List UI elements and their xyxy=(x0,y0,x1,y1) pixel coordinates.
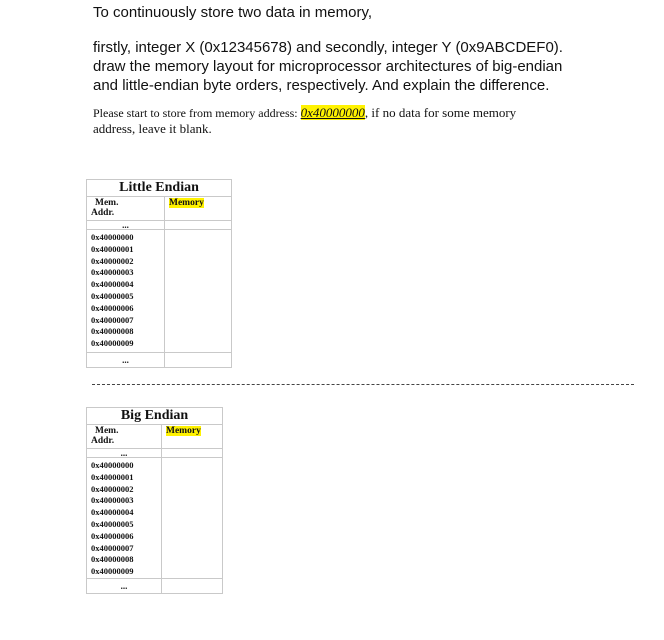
memory-cell-block[interactable] xyxy=(162,458,223,579)
address-list xyxy=(87,458,162,579)
address-row: 0x40000005 xyxy=(91,290,134,301)
address-row: 0x40000008 xyxy=(91,554,134,565)
ellipsis-bottom: ... xyxy=(87,579,162,594)
address-list xyxy=(87,230,165,353)
ellipsis-bottom: ... xyxy=(87,353,165,368)
address-row: 0x40000002 xyxy=(91,483,134,494)
memory-cell[interactable] xyxy=(165,353,232,368)
memory-cell[interactable] xyxy=(162,579,223,594)
address-row: 0x40000006 xyxy=(91,530,134,541)
address-row: 0x40000007 xyxy=(91,314,134,325)
address-row: 0x40000005 xyxy=(91,518,134,529)
memory-header: Memory xyxy=(162,425,223,449)
memory-cell[interactable] xyxy=(162,449,223,458)
address-row: 0x40000001 xyxy=(91,243,134,254)
address-row: 0x40000003 xyxy=(91,495,134,506)
address-row: 0x40000007 xyxy=(91,542,134,553)
little-endian-title: Little Endian xyxy=(87,180,232,197)
address-row: 0x40000006 xyxy=(91,302,134,313)
address-row: 0x40000009 xyxy=(91,566,134,577)
address-row: 0x40000004 xyxy=(91,279,134,290)
address-row: 0x40000000 xyxy=(91,460,134,470)
memory-cell-block[interactable] xyxy=(165,230,232,353)
address-row: 0x40000004 xyxy=(91,507,134,518)
note-line-2: address, leave it blank. xyxy=(93,121,212,136)
note-prefix: Please start to store from memory address: xyxy=(93,106,301,120)
question-paragraph xyxy=(93,38,663,95)
big-endian-title: Big Endian xyxy=(87,408,223,425)
address-row: 0x40000002 xyxy=(91,255,134,266)
big-endian-table xyxy=(86,407,223,594)
little-endian-table xyxy=(86,179,232,368)
instruction-note xyxy=(93,105,653,136)
section-divider xyxy=(92,384,634,385)
start-address-highlight: 0x40000000 xyxy=(300,105,365,120)
address-row: 0x40000000 xyxy=(91,232,134,242)
ellipsis-top: ... xyxy=(87,221,165,230)
question-line-1: firstly, integer X (0x12345678) and secondly, integer Y (0x9ABCDEF0). xyxy=(93,39,563,56)
address-row: 0x40000003 xyxy=(91,267,134,278)
memory-cell[interactable] xyxy=(165,221,232,230)
mem-addr-header: Mem. Addr. xyxy=(87,197,165,221)
note-suffix: , if no data for some memory xyxy=(364,105,517,120)
question-line-2: draw the memory layout for microprocessor architectures of big-endian xyxy=(93,58,563,75)
mem-addr-header: Mem. Addr. xyxy=(87,425,162,449)
address-row: 0x40000009 xyxy=(91,338,134,349)
question-intro: To continuously store two data in memory, xyxy=(93,4,373,21)
memory-header: Memory xyxy=(165,197,232,221)
address-row: 0x40000008 xyxy=(91,326,134,337)
address-row: 0x40000001 xyxy=(91,471,134,482)
question-line-3: and little-endian byte orders, respectively. And explain the difference. xyxy=(93,77,550,94)
ellipsis-top: ... xyxy=(87,449,162,458)
